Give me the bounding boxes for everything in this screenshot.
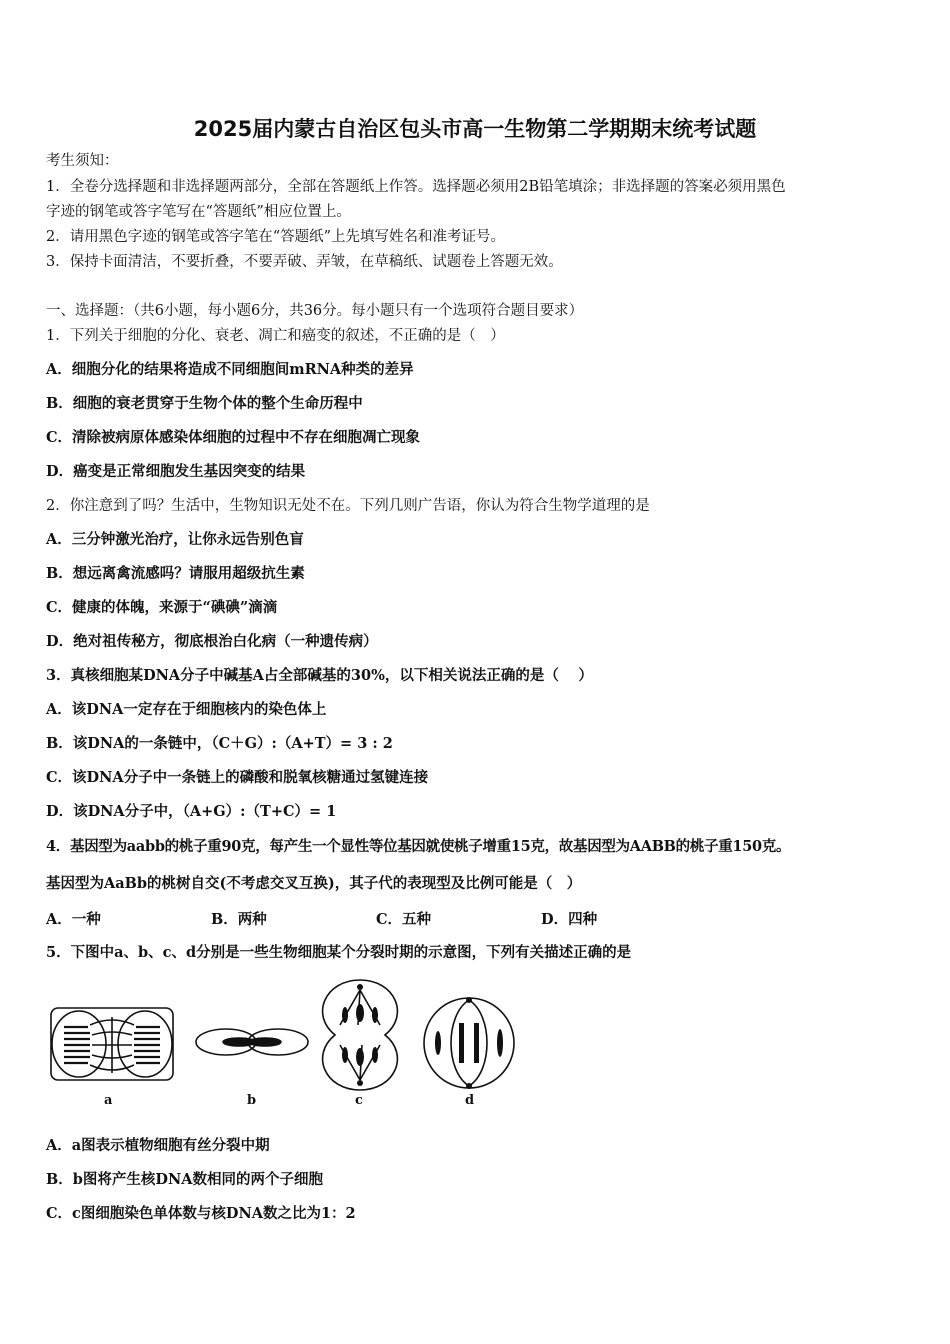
option-c: C．清除被病原体感染体细胞的过程中不存在细胞凋亡现象 <box>46 429 421 446</box>
option-d: D．该DNA分子中，（A+G）:（T+C）= 1 <box>46 803 337 820</box>
page-title: 2025届内蒙古自治区包头市高一生物第二学期期末统考试题 <box>193 117 757 141</box>
cell-division-figure <box>40 975 540 1115</box>
notice-item: 3．保持卡面清洁，不要折叠，不要弄破、弄皱，在草稿纸、试题卷上答题无效。 <box>46 254 563 270</box>
option-b: B．b图将产生核DNA数相同的两个子细胞 <box>46 1171 323 1188</box>
option-b: B．该DNA的一条链中，（C＋G）:（A+T）= 3 : 2 <box>46 735 393 752</box>
option-b: B．细胞的衰老贯穿于生物个体的整个生命历程中 <box>46 395 363 412</box>
option-a: A．细胞分化的结果将造成不同细胞间mRNA种类的差异 <box>46 361 414 378</box>
option-a: A．a图表示植物细胞有丝分裂中期 <box>46 1137 270 1154</box>
notice-item: 2．请用黑色字迹的钢笔或答字笔在“答题纸”上先填写姓名和准考证号。 <box>46 229 506 245</box>
notice-item: 1．全卷分选择题和非选择题两部分，全部在答题纸上作答。选择题必须用2B铅笔填涂；非选择题的答案必须用黑色 <box>46 179 786 195</box>
question-stem-continued: 基因型为AaBb的桃树自交(不考虑交叉互换)，其子代的表现型及比例可能是（ ） <box>46 875 582 892</box>
option-a: A．一种 <box>46 911 101 928</box>
option-c: C．该DNA分子中一条链上的磷酸和脱氧核糖通过氢键连接 <box>46 769 429 786</box>
figure-label-a: a <box>104 1093 113 1108</box>
section-heading: 一、选择题：（共6小题，每小题6分，共36分。每小题只有一个选项符合题目要求） <box>46 303 584 319</box>
option-b: B．想远离禽流感吗？请服用超级抗生素 <box>46 565 305 582</box>
figure-label-b: b <box>247 1093 257 1108</box>
question-stem: 1．下列关于细胞的分化、衰老、凋亡和癌变的叙述，不正确的是（ ） <box>46 328 505 344</box>
option-a: A．该DNA一定存在于细胞核内的染色体上 <box>46 701 327 718</box>
option-row <box>46 908 746 928</box>
option-a: A．三分钟激光治疗，让你永远告别色盲 <box>46 531 304 548</box>
question-stem: 2．你注意到了吗？生活中，生物知识无处不在。下列几则广告语，你认为符合生物学道理的是 <box>46 498 650 514</box>
question-stem: 4．基因型为aabb的桃子重90克，每产生一个显性等位基因就使桃子增重15克，故基因型为AABB的桃子重150克。 <box>46 838 791 855</box>
option-d: D．四种 <box>541 911 598 928</box>
figure-label-d: d <box>465 1093 475 1108</box>
option-c: C．五种 <box>376 911 432 928</box>
notice-item: 字迹的钢笔或答字笔写在“答题纸”相应位置上。 <box>46 204 351 220</box>
notice-heading: 考生须知： <box>46 153 119 169</box>
option-c: C．健康的体魄，来源于“碘碘”滴滴 <box>46 599 278 616</box>
option-c: C．c图细胞染色单体数与核DNA数之比为1：2 <box>46 1205 356 1222</box>
figure-label-c: c <box>355 1093 363 1108</box>
option-d: D．癌变是正常细胞发生基因突变的结果 <box>46 463 306 480</box>
option-b: B．两种 <box>211 911 267 928</box>
question-stem: 3．真核细胞某DNA分子中碱基A占全部碱基的30%，以下相关说法正确的是（ ） <box>46 667 593 684</box>
option-d: D．绝对祖传秘方，彻底根治白化病（一种遗传病） <box>46 633 378 650</box>
question-stem: 5．下图中a、b、c、d分别是一些生物细胞某个分裂时期的示意图，下列有关描述正确的是 <box>46 944 632 961</box>
